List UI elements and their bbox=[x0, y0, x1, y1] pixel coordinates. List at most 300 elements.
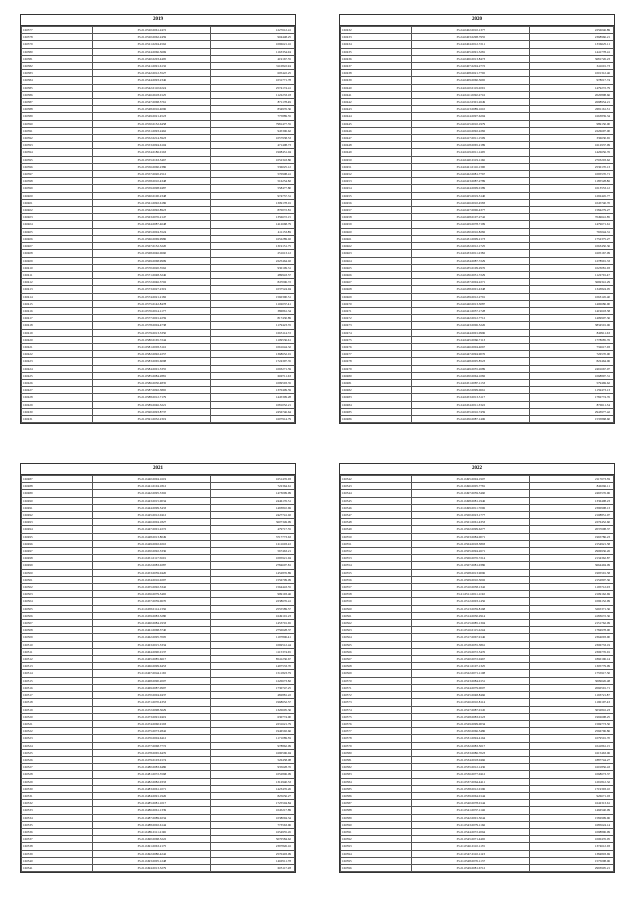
tax-object-number-cell: 35.21.0453.0059.0420 bbox=[93, 569, 211, 576]
tax-object-number-cell: 35.21.0539.0064.0144 bbox=[412, 792, 530, 799]
table-row bbox=[22, 843, 295, 850]
record-number-cell: 160437 bbox=[341, 63, 412, 70]
record-number-cell: 160421 bbox=[22, 343, 93, 350]
tax-object-number-cell: 35.21.0501.0061.4353 bbox=[412, 519, 530, 526]
amount-cell: 2456746.64 bbox=[211, 408, 295, 415]
amount-cell: 1654955.45 bbox=[211, 828, 295, 835]
table-row bbox=[341, 548, 614, 555]
record-number-cell: 160409 bbox=[22, 257, 93, 264]
table-row bbox=[22, 612, 295, 619]
amount-cell: 1061644.32 bbox=[211, 343, 295, 350]
table-row bbox=[341, 171, 614, 178]
tax-object-number-cell: 35.21.0496.0005.7781 bbox=[412, 483, 530, 490]
amount-cell: 1227612.41 bbox=[211, 27, 295, 34]
amount-cell: 2491667.07 bbox=[530, 365, 614, 372]
table-row bbox=[341, 235, 614, 242]
tax-object-number-cell: 35.21.0508.0013.9096 bbox=[412, 569, 530, 576]
record-number-cell: 160596 bbox=[341, 864, 412, 871]
amount-cell: 2306776.91 bbox=[530, 648, 614, 655]
table-row bbox=[341, 656, 614, 663]
amount-cell: 1466540.09 bbox=[530, 807, 614, 814]
tax-object-number-cell: 35.21.0548.0076.1137 bbox=[412, 857, 530, 864]
amount-cell: 1575098.06 bbox=[530, 857, 614, 864]
table-row bbox=[341, 591, 614, 598]
amount-cell: 1278991.33 bbox=[530, 257, 614, 264]
table-row bbox=[341, 106, 614, 113]
record-number-cell: 160506 bbox=[22, 612, 93, 619]
table-row bbox=[341, 415, 614, 422]
tax-object-number-cell: 35.21.0567.0152.3220 bbox=[93, 243, 211, 250]
record-number-cell: 160595 bbox=[341, 857, 412, 864]
tax-object-number-cell: 35.21.0575.0142.8478 bbox=[93, 300, 211, 307]
table-row bbox=[22, 540, 295, 547]
amount-cell: 1122233.18 bbox=[211, 91, 295, 98]
amount-cell: 3717773.63 bbox=[211, 533, 295, 540]
table-row bbox=[22, 670, 295, 677]
amount-cell: 1193721.87 bbox=[530, 692, 614, 699]
amount-cell: 1037524.94 bbox=[211, 286, 295, 293]
record-number-cell: 160395 bbox=[22, 156, 93, 163]
tax-object-number-cell: 35.21.0563.0076.2147 bbox=[93, 214, 211, 221]
tax-object-number-cell: 35.21.0555.0163.5467 bbox=[93, 156, 211, 163]
tax-object-number-cell: 35.21.0491.0063.2175 bbox=[93, 843, 211, 850]
record-number-cell: 160418 bbox=[22, 322, 93, 329]
amount-cell: 1163354.04 bbox=[211, 48, 295, 55]
tax-object-number-cell: 35.21.0493.0005.1248 bbox=[93, 857, 211, 864]
table-row bbox=[22, 504, 295, 511]
tax-object-number-cell: 35.21.0506.0076.7214 bbox=[412, 555, 530, 562]
record-number-cell: 160514 bbox=[22, 670, 93, 677]
amount-cell: 1642313.61 bbox=[530, 800, 614, 807]
record-number-cell: 160578 bbox=[341, 735, 412, 742]
tax-object-number-cell: 35.21.0450.0092.3336 bbox=[93, 548, 211, 555]
record-number-cell: 160391 bbox=[22, 127, 93, 134]
amount-cell: 1493810.69 bbox=[211, 504, 295, 511]
record-number-cell: 160471 bbox=[341, 307, 412, 314]
amount-cell: 1115374.65 bbox=[211, 648, 295, 655]
amount-cell: 3664494.09 bbox=[530, 562, 614, 569]
record-number-cell: 160503 bbox=[22, 591, 93, 598]
table-row bbox=[22, 387, 295, 394]
record-number-cell: 160444 bbox=[341, 113, 412, 120]
amount-cell: 1612937.99 bbox=[530, 142, 614, 149]
record-number-cell: 160480 bbox=[341, 372, 412, 379]
table-row bbox=[341, 663, 614, 670]
table-row bbox=[22, 591, 295, 598]
tax-object-number-cell: 35.21.0442.0095.3302 bbox=[93, 490, 211, 497]
amount-cell: 2117673.39 bbox=[530, 476, 614, 483]
amount-cell: 1860196.14 bbox=[530, 656, 614, 663]
tax-object-number-cell: 35.21.0553.0094.6104 bbox=[93, 142, 211, 149]
amount-cell: 558477.80 bbox=[211, 185, 295, 192]
table-row bbox=[341, 792, 614, 799]
record-number-cell: 160390 bbox=[22, 120, 93, 127]
record-number-cell: 160516 bbox=[22, 684, 93, 691]
amount-cell: 1730747.25 bbox=[211, 684, 295, 691]
table-row bbox=[22, 271, 295, 278]
amount-cell: 2465576.96 bbox=[530, 490, 614, 497]
record-number-cell: 160510 bbox=[22, 641, 93, 648]
record-number-cell: 160486 bbox=[341, 415, 412, 422]
table-row bbox=[341, 612, 614, 619]
amount-cell: 471408.73 bbox=[211, 142, 295, 149]
amount-cell: 2750628.37 bbox=[211, 627, 295, 634]
table-row bbox=[22, 785, 295, 792]
amount-cell: 1099593.35 bbox=[211, 379, 295, 386]
tax-object-number-cell: 35.21.0576.0014.1177 bbox=[93, 307, 211, 314]
table-row bbox=[22, 713, 295, 720]
tax-object-number-cell: 35.21.0544.0072.2064 bbox=[412, 828, 530, 835]
table-row bbox=[22, 257, 295, 264]
tax-object-number-cell: 35.21.0570.0020.3562 bbox=[93, 264, 211, 271]
table-row bbox=[22, 533, 295, 540]
record-number-cell: 160381 bbox=[22, 55, 93, 62]
tax-object-number-cell: 35.21.0455.0092.3342 bbox=[93, 584, 211, 591]
record-number-cell: 160525 bbox=[22, 749, 93, 756]
table-row bbox=[22, 300, 295, 307]
record-number-cell: 160402 bbox=[22, 207, 93, 214]
table-row bbox=[341, 800, 614, 807]
amount-cell: 1069512.44 bbox=[211, 641, 295, 648]
tax-object-number-cell: 35.21.0473.0091.9419 bbox=[93, 713, 211, 720]
tax-object-number-cell: 35.21.0579.0013.3350 bbox=[93, 329, 211, 336]
amount-cell: 1370409.59 bbox=[211, 387, 295, 394]
record-number-cell: 160561 bbox=[341, 612, 412, 619]
table-row bbox=[341, 555, 614, 562]
record-number-cell: 160568 bbox=[341, 663, 412, 670]
amount-cell: 2574174.41 bbox=[211, 84, 295, 91]
record-number-cell: 160588 bbox=[341, 807, 412, 814]
record-number-cell: 160580 bbox=[341, 749, 412, 756]
tax-object-number-cell: 35.21.0547.0110.1123 bbox=[412, 850, 530, 857]
amount-cell: 2256046.89 bbox=[530, 27, 614, 34]
table-row bbox=[341, 300, 614, 307]
tax-object-number-cell: 35.21.0474.0060.9193 bbox=[93, 720, 211, 727]
table-row bbox=[22, 562, 295, 569]
tax-object-number-cell: 35.21.0550.0152.6458 bbox=[93, 120, 211, 127]
record-number-cell: 160579 bbox=[341, 742, 412, 749]
tax-object-number-cell: 35.21.0548.0016.4096 bbox=[93, 106, 211, 113]
record-number-cell: 160550 bbox=[341, 533, 412, 540]
tax-object-number-cell: 35.21.0559.0098.9487 bbox=[93, 185, 211, 192]
amount-cell: 726570.00 bbox=[530, 351, 614, 358]
tax-object-number-cell: 35.21.0494.0013.3279 bbox=[93, 864, 211, 871]
amount-cell: 2225464.02 bbox=[211, 257, 295, 264]
table-row bbox=[22, 857, 295, 864]
table-row bbox=[341, 315, 614, 322]
table-row bbox=[22, 207, 295, 214]
amount-cell: 775889.55 bbox=[211, 113, 295, 120]
table-2020 bbox=[339, 14, 615, 424]
tax-object-number-cell: 35.21.0569.0068.9999 bbox=[93, 257, 211, 264]
tax-object-number-cell: 35.21.0459.0083.3280 bbox=[93, 612, 211, 619]
record-number-cell: 160500 bbox=[22, 569, 93, 576]
data-table bbox=[21, 26, 295, 423]
amount-cell: 251613.12 bbox=[211, 250, 295, 257]
amount-cell: 2993905.21 bbox=[530, 864, 614, 871]
amount-cell: 1782774.76 bbox=[530, 394, 614, 401]
record-number-cell: 160582 bbox=[341, 764, 412, 771]
tax-object-number-cell: 35.21.0577.0001.2259 bbox=[93, 315, 211, 322]
record-number-cell: 160499 bbox=[22, 562, 93, 569]
table-row bbox=[341, 228, 614, 235]
amount-cell: 1343824.05 bbox=[530, 286, 614, 293]
tax-object-number-cell: 35.21.0514.0030.2914 bbox=[412, 612, 530, 619]
amount-cell: 1460511.78 bbox=[211, 857, 295, 864]
tax-object-number-cell: 35.21.0505.0094.2671 bbox=[412, 548, 530, 555]
amount-cell: 1605167.09 bbox=[530, 250, 614, 257]
record-number-cell: 160473 bbox=[341, 322, 412, 329]
amount-cell: 1211603.22 bbox=[211, 540, 295, 547]
table-row bbox=[341, 84, 614, 91]
table-row bbox=[341, 185, 614, 192]
record-number-cell: 160413 bbox=[22, 286, 93, 293]
tax-object-number-cell: 35.21.0541.0037.1146 bbox=[412, 807, 530, 814]
tax-object-number-cell: 35.21.0507.0081.0386 bbox=[412, 562, 530, 569]
record-number-cell: 160523 bbox=[22, 735, 93, 742]
record-number-cell: 160565 bbox=[341, 641, 412, 648]
amount-cell: 2566796.86 bbox=[530, 728, 614, 735]
record-number-cell: 160541 bbox=[22, 864, 93, 871]
table-row bbox=[22, 120, 295, 127]
record-number-cell: 160446 bbox=[341, 127, 412, 134]
table-row bbox=[341, 250, 614, 257]
record-number-cell: 160439 bbox=[341, 77, 412, 84]
record-number-cell: 160571 bbox=[341, 684, 412, 691]
table-row bbox=[22, 178, 295, 185]
record-number-cell: 160450 bbox=[341, 156, 412, 163]
table-row bbox=[22, 850, 295, 857]
table-row bbox=[22, 728, 295, 735]
amount-cell: 1409907.36 bbox=[530, 315, 614, 322]
table-row bbox=[341, 401, 614, 408]
amount-cell: 411153.89 bbox=[211, 228, 295, 235]
tax-object-number-cell: 35.24.0424.0009.0189 bbox=[412, 185, 530, 192]
table-row bbox=[22, 598, 295, 605]
amount-cell: 1725504.84 bbox=[211, 800, 295, 807]
record-number-cell: 160569 bbox=[341, 670, 412, 677]
tax-object-number-cell: 35.24.0430.0016.8282 bbox=[412, 228, 530, 235]
table-row bbox=[341, 55, 614, 62]
amount-cell: 2306733.19 bbox=[530, 641, 614, 648]
record-number-cell: 160445 bbox=[341, 120, 412, 127]
amount-cell: 1095921.94 bbox=[211, 555, 295, 562]
amount-cell: 1292445.77 bbox=[530, 192, 614, 199]
record-number-cell: 160594 bbox=[341, 850, 412, 857]
amount-cell: 1023081.93 bbox=[530, 264, 614, 271]
record-number-cell: 160420 bbox=[22, 336, 93, 343]
tax-object-number-cell: 35.24.0435.0109.2976 bbox=[412, 264, 530, 271]
tax-object-number-cell: 35.21.0510.0058.1342 bbox=[412, 584, 530, 591]
table-row bbox=[22, 756, 295, 763]
amount-cell: 1412668.79 bbox=[211, 221, 295, 228]
tax-object-number-cell: 35.21.0451.0117.5601 bbox=[93, 555, 211, 562]
tax-object-number-cell: 35.24.0421.0116.1390 bbox=[412, 163, 530, 170]
amount-cell: 1400686.90 bbox=[530, 300, 614, 307]
table-row bbox=[22, 27, 295, 34]
tax-object-number-cell: 35.21.0482.0082.0333 bbox=[93, 778, 211, 785]
amount-cell: 1582999.96 bbox=[530, 814, 614, 821]
tax-object-number-cell: 35.21.0519.0072.5476 bbox=[412, 648, 530, 655]
record-number-cell: 160397 bbox=[22, 171, 93, 178]
amount-cell: 1185528.86 bbox=[530, 178, 614, 185]
table-row bbox=[341, 850, 614, 857]
table-row bbox=[22, 548, 295, 555]
amount-cell: 1159473.13 bbox=[530, 387, 614, 394]
tax-object-number-cell: 35.21.0545.0071.4465 bbox=[412, 836, 530, 843]
record-number-cell: 160423 bbox=[22, 358, 93, 365]
amount-cell: 630774.00 bbox=[211, 713, 295, 720]
record-number-cell: 160534 bbox=[22, 814, 93, 821]
record-number-cell: 160415 bbox=[22, 300, 93, 307]
tax-object-number-cell: 35.21.0533.0086.7023 bbox=[412, 749, 530, 756]
tax-object-number-cell: 35.21.0518.0055.3861 bbox=[412, 641, 530, 648]
record-number-cell: 160507 bbox=[22, 620, 93, 627]
record-number-cell: 160404 bbox=[22, 221, 93, 228]
record-number-cell: 160551 bbox=[341, 540, 412, 547]
amount-cell: 1560390.51 bbox=[211, 293, 295, 300]
record-number-cell: 160454 bbox=[341, 185, 412, 192]
tax-object-number-cell: 35.24.0433.0011.2382 bbox=[412, 250, 530, 257]
amount-cell: 1320605.36 bbox=[211, 706, 295, 713]
tax-object-number-cell: 35.24.0432.0012.1725 bbox=[412, 243, 530, 250]
tax-object-number-cell: 35.21.0590.0093.8737 bbox=[93, 408, 211, 415]
table-row bbox=[22, 156, 295, 163]
tax-object-number-cell: 35.21.0571.0048.3246 bbox=[93, 271, 211, 278]
table-row bbox=[22, 483, 295, 490]
table-year-heading: 2021 bbox=[21, 464, 295, 475]
tax-object-number-cell: 35.21.0444.0099.5433 bbox=[93, 504, 211, 511]
record-number-cell: 160529 bbox=[22, 778, 93, 785]
tax-object-number-cell: 35.24.0445.0066.7113 bbox=[412, 336, 530, 343]
table-row bbox=[341, 843, 614, 850]
table-row bbox=[341, 620, 614, 627]
amount-cell: 1652289.02 bbox=[211, 235, 295, 242]
tax-object-number-cell: 35.24.0452.0099.0661 bbox=[412, 387, 530, 394]
record-number-cell: 160466 bbox=[341, 271, 412, 278]
table-row bbox=[22, 735, 295, 742]
amount-cell: 2154921.58 bbox=[530, 540, 614, 547]
record-number-cell: 160496 bbox=[22, 540, 93, 547]
amount-cell: 978862.09 bbox=[211, 742, 295, 749]
amount-cell: 1041861.15 bbox=[530, 742, 614, 749]
amount-cell: 1685624.14 bbox=[530, 821, 614, 828]
tax-object-number-cell: 35.21.0588.0012.7179 bbox=[93, 394, 211, 401]
tax-object-number-cell: 35.24.0425.0019.3140 bbox=[412, 192, 530, 199]
table-row bbox=[341, 598, 614, 605]
table-row bbox=[341, 264, 614, 271]
table-row bbox=[341, 627, 614, 634]
tax-object-number-cell: 35.21.0524.0066.3669 bbox=[93, 48, 211, 55]
table-row bbox=[22, 497, 295, 504]
table-row bbox=[341, 192, 614, 199]
table-row bbox=[341, 365, 614, 372]
amount-cell: 825656.27 bbox=[211, 792, 295, 799]
record-number-cell: 160593 bbox=[341, 843, 412, 850]
table-row bbox=[341, 329, 614, 336]
record-number-cell: 160544 bbox=[341, 490, 412, 497]
tax-object-number-cell: 35.21.0540.0203.4495 bbox=[93, 55, 211, 62]
record-number-cell: 160572 bbox=[341, 692, 412, 699]
amount-cell: 870072.81 bbox=[211, 207, 295, 214]
table-row bbox=[341, 476, 614, 483]
record-number-cell: 160385 bbox=[22, 84, 93, 91]
record-number-cell: 160553 bbox=[341, 555, 412, 562]
amount-cell: 722364.61 bbox=[211, 483, 295, 490]
tax-object-number-cell: 35.21.0481.0072.3568 bbox=[93, 771, 211, 778]
amount-cell: 817430.89 bbox=[211, 315, 295, 322]
record-number-cell: 160557 bbox=[341, 584, 412, 591]
record-number-cell: 160521 bbox=[22, 720, 93, 727]
record-number-cell: 160378 bbox=[22, 34, 93, 41]
tax-object-number-cell: 35.21.0530.0066.5486 bbox=[412, 728, 530, 735]
record-number-cell: 160467 bbox=[341, 279, 412, 286]
record-number-cell: 160379 bbox=[22, 41, 93, 48]
record-number-cell: 160502 bbox=[22, 584, 93, 591]
tax-object-number-cell: 35.21.0582.0092.2257 bbox=[93, 351, 211, 358]
tax-object-number-cell: 35.24.0447.0094.9076 bbox=[412, 351, 530, 358]
table-row bbox=[22, 742, 295, 749]
tax-object-number-cell: 35.21.0556.0060.2386 bbox=[93, 163, 211, 170]
tax-object-number-cell: 35.24.0451.0087.1133 bbox=[412, 379, 530, 386]
tax-object-number-cell: 35.21.0580.0165.7244 bbox=[93, 336, 211, 343]
table-2019 bbox=[20, 14, 296, 424]
tax-object-number-cell: 35.21.0478.0065.6476 bbox=[93, 749, 211, 756]
amount-cell: 2427741.02 bbox=[211, 512, 295, 519]
table-row bbox=[22, 415, 295, 422]
tax-object-number-cell: 35.21.0470.0004.0437 bbox=[93, 692, 211, 699]
tax-object-number-cell: 35.21.0521.0204.4562 bbox=[93, 41, 211, 48]
tax-object-number-cell: 35.21.0537.0064.4411 bbox=[412, 778, 530, 785]
table-row bbox=[22, 99, 295, 106]
tax-object-number-cell: 35.21.0440.0004.1619 bbox=[93, 476, 211, 483]
amount-cell: 482881.22 bbox=[211, 692, 295, 699]
table-row bbox=[341, 322, 614, 329]
record-number-cell: 160587 bbox=[341, 800, 412, 807]
tax-object-number-cell: 35.24.0413.0089.1610 bbox=[412, 106, 530, 113]
amount-cell: 1887744.27 bbox=[530, 756, 614, 763]
tax-object-number-cell: 35.21.0568.0046.0660 bbox=[93, 250, 211, 257]
record-number-cell: 160400 bbox=[22, 192, 93, 199]
tax-object-number-cell: 35.21.0520.0072.0467 bbox=[412, 656, 530, 663]
amount-cell: 669711.63 bbox=[211, 372, 295, 379]
amount-cell: 1968652.57 bbox=[211, 699, 295, 706]
amount-cell: 579469.62 bbox=[530, 379, 614, 386]
table-row bbox=[341, 70, 614, 77]
amount-cell: 489943.57 bbox=[211, 271, 295, 278]
record-number-cell: 160518 bbox=[22, 699, 93, 706]
tax-object-number-cell: 35.21.0564.0087.4648 bbox=[93, 221, 211, 228]
table-row bbox=[341, 243, 614, 250]
table-row bbox=[341, 735, 614, 742]
table-row bbox=[22, 228, 295, 235]
record-number-cell: 160548 bbox=[341, 519, 412, 526]
tax-object-number-cell: 35.24.0439.0012.2791 bbox=[412, 293, 530, 300]
record-number-cell: 160577 bbox=[341, 728, 412, 735]
table-row bbox=[22, 641, 295, 648]
tax-object-number-cell: 35.21.0452.0083.0287 bbox=[93, 562, 211, 569]
table-row bbox=[22, 821, 295, 828]
tax-object-number-cell: 35.21.0557.0020.2512 bbox=[93, 171, 211, 178]
amount-cell: 847006.72 bbox=[211, 279, 295, 286]
amount-cell: 2397826.16 bbox=[211, 843, 295, 850]
amount-cell: 1079501.70 bbox=[530, 735, 614, 742]
table-row bbox=[22, 555, 295, 562]
table-row bbox=[341, 34, 614, 41]
record-number-cell: 160490 bbox=[22, 497, 93, 504]
record-number-cell: 160388 bbox=[22, 106, 93, 113]
record-number-cell: 160394 bbox=[22, 149, 93, 156]
